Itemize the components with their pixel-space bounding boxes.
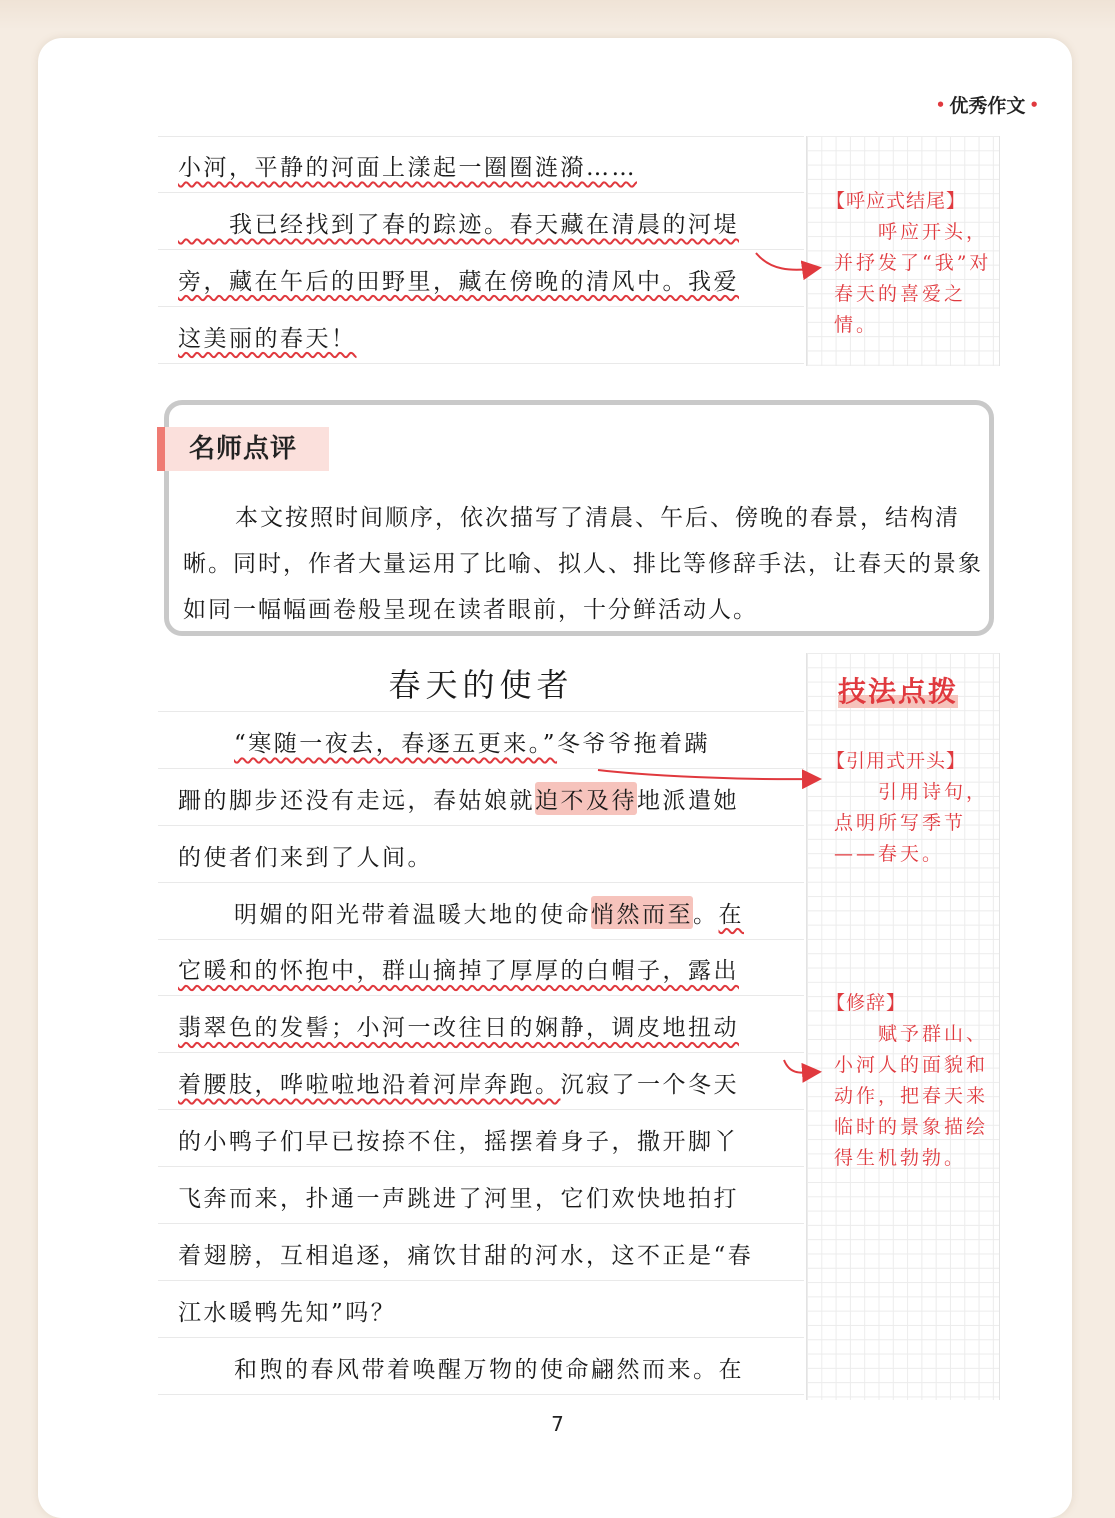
- essay-line-text: 的使者们来到了人间。: [178, 844, 433, 871]
- essay-line: [158, 307, 804, 364]
- dot-icon: •: [1029, 96, 1039, 114]
- essay-line: [158, 1338, 804, 1395]
- highlighted-phrase: 悄然而至: [591, 896, 693, 929]
- page-number: 7: [551, 1412, 564, 1436]
- essay-line-text: 跚的脚步还没有走远，春姑娘就: [178, 787, 535, 814]
- quote-text: “寒随一夜去，春逐五更来。”: [234, 730, 558, 757]
- teacher-comment-paragraph: 本文按照时间顺序，依次描写了清晨、午后、傍晚的春景，结构清晰。同时，作者大量运用了比喻、拟人、排比等修辞手法，让春天的景象如同一幅幅画卷般呈现在读者眼前，十分鲜活动人。: [183, 505, 983, 623]
- essay-line: [158, 1167, 804, 1224]
- essay-line-text: 在: [718, 901, 744, 928]
- annotation-rhetoric: [826, 988, 1002, 1174]
- essay-line: [158, 883, 804, 940]
- essay-line: [158, 1053, 804, 1110]
- essay-body: [158, 712, 804, 1395]
- essay-line-text: 这美丽的春天！: [178, 325, 357, 352]
- essay-line-text: 的小鸭子们早已按捺不住，摇摆着身子，撒开脚丫: [178, 1129, 739, 1156]
- essay-line-text: 着翅膀，互相追逐，痛饮甘甜的河水，这不正是“春: [178, 1242, 754, 1269]
- essay-line: [158, 193, 804, 250]
- teacher-comment-text: [183, 495, 993, 633]
- essay-line: [158, 250, 804, 307]
- essay-line: [158, 940, 804, 997]
- technique-title: [838, 670, 958, 710]
- essay-title: 春天的使者: [158, 658, 804, 712]
- essay-line: [158, 769, 804, 826]
- annotation-body: 引用诗句，点明所写季节——春天。: [834, 781, 989, 865]
- teacher-comment-title: 名师点评: [157, 427, 329, 471]
- top-shade: [0, 0, 1115, 30]
- essay-line-text: 和煦的春风带着唤醒万物的使命翩然而来。在: [234, 1356, 744, 1383]
- essay-line-text: 。: [693, 901, 719, 928]
- section-tag-label: 优秀作文: [949, 95, 1026, 117]
- essay-line-text: 冬爷爷拖着蹒: [557, 730, 711, 757]
- essay-line-text: 沉寂了一个冬天: [560, 1072, 739, 1099]
- annotation-ending: [826, 186, 1002, 341]
- highlighted-phrase: 迫不及待: [535, 782, 637, 815]
- essay-line-text: 地派遣她: [637, 787, 739, 814]
- essay-line-text: 江水暖鸭先知”吗？: [178, 1299, 397, 1326]
- essay-line-text: 着腰肢，哗啦啦地沿着河岸奔跑。: [178, 1072, 561, 1099]
- essay-line: [158, 996, 804, 1053]
- essay-line-text: 它暖和的怀抱中，群山摘掉了厚厚的白帽子，露出: [178, 958, 739, 985]
- essay-line-text: 明媚的阳光带着温暖大地的使命: [234, 901, 591, 928]
- essay-line-text: 翡翠色的发髻；小河一改往日的娴静，调皮地扭动: [178, 1015, 739, 1042]
- technique-title-label: 技法点拨: [838, 675, 959, 708]
- essay-line-text: 我已经找到了春的踪迹。春天藏在清晨的河堤: [178, 211, 739, 238]
- essay-line-text: 旁，藏在午后的田野里，藏在傍晚的清风中。我爱: [178, 268, 739, 295]
- section-tag: [932, 91, 1043, 118]
- annotation-opening: [826, 746, 1002, 870]
- essay-line: [158, 826, 804, 883]
- essay-line-text: 小河，平静的河面上漾起一圈圈涟漪……: [178, 154, 637, 181]
- essay-ending: [158, 136, 804, 364]
- essay-line-text: 飞奔而来，扑通一声跳进了河里，它们欢快地拍打: [178, 1186, 739, 1213]
- essay-line: [158, 1224, 804, 1281]
- annotation-body: 呼应开头，并抒发了“我”对春天的喜爱之情。: [834, 221, 992, 336]
- essay-line: [158, 1110, 804, 1167]
- essay-line: [158, 136, 804, 193]
- annotation-title: 【修辞】: [826, 992, 907, 1014]
- dot-icon: •: [935, 96, 946, 114]
- annotation-title: 【引用式开头】: [826, 750, 967, 772]
- essay-line: [158, 712, 804, 769]
- annotation-body: 赋予群山、小河人的面貌和动作，把春天来临时的景象描绘得生机勃勃。: [834, 1023, 989, 1169]
- annotation-title: 【呼应式结尾】: [826, 190, 967, 212]
- essay-line: [158, 1281, 804, 1338]
